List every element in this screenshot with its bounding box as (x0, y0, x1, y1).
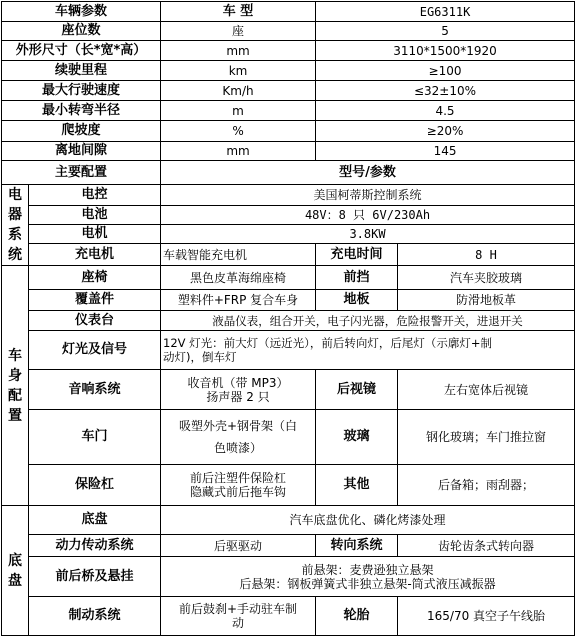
spec-label: 外形尺寸（长*宽*高） (2, 41, 161, 61)
chassis-label: 底盘 (29, 506, 161, 535)
spec-unit: 座 (161, 22, 316, 41)
electric-row-motor (2, 224, 575, 243)
electric-row-control (2, 185, 575, 206)
electric-value: 3.8KW (161, 224, 575, 243)
body-value: 收音机（带 MP3） 扬声器 2 只 (161, 370, 316, 410)
electric-group-label: 电 器 系 统 (2, 185, 29, 266)
chassis-value: 前悬架：麦费逊独立悬架 后悬架：钢板弹簧式非独立悬架-筒式液压减振器 (161, 557, 575, 597)
body-value: 12V 灯光：前大灯（远近光），前后转向灯，后尾灯（示廓灯+制 动灯)，倒车灯 (161, 331, 575, 370)
body-label: 其他 (316, 465, 398, 506)
body-row-lights (2, 331, 575, 370)
body-value: 黑色皮革海绵座椅 (161, 266, 316, 290)
spec-unit: mm (161, 41, 316, 61)
spec-unit: km (161, 61, 316, 81)
chassis-label: 制动系统 (29, 597, 161, 636)
body-label: 覆盖件 (29, 290, 161, 311)
spec-row (2, 142, 575, 161)
spec-label: 续驶里程 (2, 61, 161, 81)
spec-header-type: 车 型 (161, 2, 316, 22)
body-value: 汽车夹胶玻璃 (398, 266, 575, 290)
spec-value: ≥100 (316, 61, 575, 81)
electric-label: 电机 (29, 224, 161, 243)
body-label: 后视镜 (316, 370, 398, 410)
charge-time-value: 8 H (398, 244, 575, 266)
body-label: 玻璃 (316, 410, 398, 465)
electric-value: 48V：8 只 6V/230Ah (161, 205, 575, 224)
charger-label: 充电机 (29, 244, 161, 266)
spec-row (2, 101, 575, 121)
body-row-audio (2, 370, 575, 410)
spec-label: 座位数 (2, 22, 161, 41)
spec-row (2, 121, 575, 142)
chassis-row-suspension (2, 557, 575, 597)
spec-unit: m (161, 101, 316, 121)
spec-value: ≤32±10% (316, 81, 575, 101)
spec-value: 5 (316, 22, 575, 41)
chassis-label: 轮胎 (316, 597, 398, 636)
chassis-value: 后驱驱动 (161, 535, 316, 557)
vehicle-spec-table (1, 1, 575, 636)
body-value: 钢化玻璃；车门推拉窗 (398, 410, 575, 465)
body-value: 防滑地板革 (398, 290, 575, 311)
body-value: 左右宽体后视镜 (398, 370, 575, 410)
electric-row-battery (2, 205, 575, 224)
spec-label: 爬坡度 (2, 121, 161, 142)
spec-unit: mm (161, 142, 316, 161)
body-row-dashboard (2, 311, 575, 331)
body-label: 座椅 (29, 266, 161, 290)
spec-row (2, 41, 575, 61)
model-params-label: 型号/参数 (161, 161, 575, 185)
body-value: 后备箱；雨刮器； (398, 465, 575, 506)
body-row-door (2, 410, 575, 465)
spec-row (2, 81, 575, 101)
chassis-group-label: 底 盘 (2, 506, 29, 636)
body-row-seat (2, 266, 575, 290)
spec-value: 145 (316, 142, 575, 161)
electric-label: 电控 (29, 185, 161, 206)
config-header-row (2, 161, 575, 185)
spec-row (2, 61, 575, 81)
spec-header-model: EG6311K (316, 2, 575, 22)
body-label: 保险杠 (29, 465, 161, 506)
spec-label: 最大行驶速度 (2, 81, 161, 101)
spec-value: 4.5 (316, 101, 575, 121)
charger-value: 车载智能充电机 (161, 244, 316, 266)
chassis-value: 前后鼓刹+手动驻车制 动 (161, 597, 316, 636)
body-row-cover (2, 290, 575, 311)
electric-value: 美国柯蒂斯控制系统 (161, 185, 575, 206)
chassis-value: 165/70 真空子午线胎 (398, 597, 575, 636)
body-group-label: 车 身 配 置 (2, 266, 29, 506)
electric-row-charger (2, 244, 575, 266)
spec-value: 3110*1500*1920 (316, 41, 575, 61)
body-label: 灯光及信号 (29, 331, 161, 370)
body-label: 前挡 (316, 266, 398, 290)
body-value: 塑料件+FRP 复合车身 (161, 290, 316, 311)
chassis-row-brake (2, 597, 575, 636)
body-row-bumper (2, 465, 575, 506)
chassis-value: 汽车底盘优化、磷化烤漆处理 (161, 506, 575, 535)
chassis-label: 转向系统 (316, 535, 398, 557)
spec-unit: Km/h (161, 81, 316, 101)
chassis-label: 动力传动系统 (29, 535, 161, 557)
chassis-row-base (2, 506, 575, 535)
chassis-label: 前后桥及悬挂 (29, 557, 161, 597)
main-config-label: 主要配置 (2, 161, 161, 185)
electric-label: 电池 (29, 205, 161, 224)
spec-header-param: 车辆参数 (2, 2, 161, 22)
charge-time-label: 充电时间 (316, 244, 398, 266)
spec-label: 离地间隙 (2, 142, 161, 161)
body-label: 地板 (316, 290, 398, 311)
spec-row (2, 22, 575, 41)
body-label: 车门 (29, 410, 161, 465)
spec-unit: % (161, 121, 316, 142)
chassis-row-drive (2, 535, 575, 557)
spec-header-row (2, 2, 575, 22)
spec-value: ≥20% (316, 121, 575, 142)
body-label: 仪表台 (29, 311, 161, 331)
spec-label: 最小转弯半径 (2, 101, 161, 121)
body-value: 吸塑外壳+钢骨架（白 色喷漆） (161, 410, 316, 465)
body-value: 液晶仪表，组合开关，电子闪光器，危险报警开关，进退开关 (161, 311, 575, 331)
chassis-value: 齿轮齿条式转向器 (398, 535, 575, 557)
body-label: 音响系统 (29, 370, 161, 410)
body-value: 前后注塑件保险杠 隐藏式前后拖车钩 (161, 465, 316, 506)
